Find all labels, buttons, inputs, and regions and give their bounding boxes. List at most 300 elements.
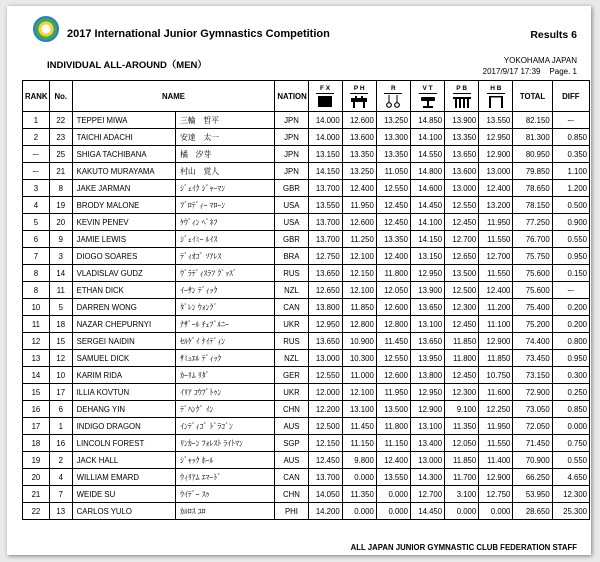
- rank-cell: 18: [23, 435, 50, 452]
- nation-cell: BRA: [275, 248, 308, 265]
- no-cell: 11: [49, 282, 72, 299]
- high-bar-icon: [486, 95, 506, 108]
- fx-score: 12.450: [308, 452, 342, 469]
- ph-score: 9.800: [342, 452, 376, 469]
- fx-score: 12.150: [308, 435, 342, 452]
- no-cell: 12: [49, 350, 72, 367]
- r-score: 11.050: [376, 163, 410, 180]
- r-score: 13.300: [376, 129, 410, 146]
- rank-cell: ー: [23, 146, 50, 163]
- pb-score: 9.100: [445, 401, 479, 418]
- japanese-name-cell: ｼﾞｪｲｸ ｼﾞｬｰﾏﾝ: [176, 180, 275, 197]
- ph-score: 13.250: [342, 163, 376, 180]
- pb-score: 12.700: [445, 231, 479, 248]
- col-name: NAME: [72, 81, 275, 112]
- pb-score: 13.500: [445, 265, 479, 282]
- no-cell: 3: [49, 248, 72, 265]
- fx-score: 14.000: [308, 112, 342, 129]
- vt-score: 14.450: [410, 197, 444, 214]
- federation-logo: [33, 16, 59, 42]
- rank-cell: 15: [23, 384, 50, 401]
- pb-score: 13.350: [445, 129, 479, 146]
- diff-cell: 1.200: [552, 180, 589, 197]
- vt-score: 13.950: [410, 350, 444, 367]
- vt-score: 14.600: [410, 180, 444, 197]
- diff-cell: 0.000: [552, 418, 589, 435]
- page-number: Page. 1: [549, 67, 577, 76]
- no-cell: 8: [49, 180, 72, 197]
- vt-score: 14.800: [410, 163, 444, 180]
- ph-score: 12.150: [342, 265, 376, 282]
- total-score: 79.850: [513, 163, 552, 180]
- rank-cell: 17: [23, 418, 50, 435]
- diff-cell: 0.850: [552, 129, 589, 146]
- ph-score: 12.600: [342, 112, 376, 129]
- japanese-name-cell: 村山 覚人: [176, 163, 275, 180]
- pb-score: 11.850: [445, 333, 479, 350]
- vt-score: 14.100: [410, 214, 444, 231]
- col-fx: [308, 81, 342, 112]
- rank-cell: 13: [23, 350, 50, 367]
- r-score: 0.000: [376, 503, 410, 520]
- diff-cell: 0.550: [552, 452, 589, 469]
- pb-score: 13.000: [445, 180, 479, 197]
- rank-cell: 5: [23, 214, 50, 231]
- vt-score: 12.950: [410, 384, 444, 401]
- r-score: 13.500: [376, 401, 410, 418]
- japanese-name-cell: ｼﾞｪｲﾐｰ ﾙｲｽ: [176, 231, 275, 248]
- no-cell: 7: [49, 486, 72, 503]
- name-cell: DARREN WONG: [72, 299, 175, 316]
- name-cell: KAKUTO MURAYAMA: [72, 163, 175, 180]
- r-score: 12.400: [376, 248, 410, 265]
- fx-score: 13.700: [308, 214, 342, 231]
- col-vt: [410, 81, 444, 112]
- vt-score: 14.300: [410, 469, 444, 486]
- hb-score: 12.750: [479, 486, 513, 503]
- table-row: [23, 231, 590, 248]
- diff-cell: 0.200: [552, 316, 589, 333]
- ph-score: 10.900: [342, 333, 376, 350]
- pb-score: 12.450: [445, 214, 479, 231]
- total-score: 75.750: [513, 248, 552, 265]
- table-row: [23, 503, 590, 520]
- japanese-name-cell: ﾌﾞﾛﾃﾞｨｰ ﾏﾛｰﾝ: [176, 197, 275, 214]
- name-cell: LINCOLN FOREST: [72, 435, 175, 452]
- name-cell: INDIGO DRAGON: [72, 418, 175, 435]
- total-score: 75.600: [513, 282, 552, 299]
- ph-score: 12.400: [342, 180, 376, 197]
- col-rank: RANK: [23, 81, 50, 112]
- nation-cell: USA: [275, 214, 308, 231]
- r-score: 11.800: [376, 418, 410, 435]
- rank-cell: 8: [23, 282, 50, 299]
- total-score: 53.950: [513, 486, 552, 503]
- hb-score: 12.700: [479, 248, 513, 265]
- total-score: 77.250: [513, 214, 552, 231]
- vt-score: 14.450: [410, 503, 444, 520]
- japanese-name-cell: ｻﾐｭｴﾙ ﾃﾞｨｯｸ: [176, 350, 275, 367]
- no-cell: 15: [49, 333, 72, 350]
- r-score: 12.600: [376, 299, 410, 316]
- ph-score: 0.000: [342, 503, 376, 520]
- r-score: 11.150: [376, 435, 410, 452]
- fx-score: 14.200: [308, 503, 342, 520]
- rings-icon: [383, 95, 403, 108]
- name-cell: JACK HALL: [72, 452, 175, 469]
- results-sheet: [7, 6, 591, 555]
- nation-cell: RUS: [275, 265, 308, 282]
- fx-score: 13.700: [308, 231, 342, 248]
- col-nation: NATION: [275, 81, 308, 112]
- pb-score: 12.500: [445, 282, 479, 299]
- name-cell: BRODY MALONE: [72, 197, 175, 214]
- event-title: INDIVIDUAL ALL-AROUND（MEN）: [47, 60, 207, 71]
- table-row: [23, 129, 590, 146]
- pb-score: 11.850: [445, 452, 479, 469]
- japanese-name-cell: ｳｨﾘｱﾑ ｴﾏｰﾄﾞ: [176, 469, 275, 486]
- japanese-name-cell: 橘 汐芽: [176, 146, 275, 163]
- japanese-name-cell: 三輪 哲平: [176, 112, 275, 129]
- name-cell: SAMUEL DICK: [72, 350, 175, 367]
- fx-score: 12.200: [308, 401, 342, 418]
- nation-cell: CHN: [275, 401, 308, 418]
- table-row: [23, 384, 590, 401]
- diff-cell: 12.300: [552, 486, 589, 503]
- vt-score: 13.000: [410, 452, 444, 469]
- nation-cell: JPN: [275, 129, 308, 146]
- nation-cell: CAN: [275, 469, 308, 486]
- pb-score: 11.800: [445, 350, 479, 367]
- table-row: [23, 367, 590, 384]
- rank-cell: 14: [23, 367, 50, 384]
- nation-cell: AUS: [275, 452, 308, 469]
- fx-score: 14.050: [308, 486, 342, 503]
- no-cell: 19: [49, 197, 72, 214]
- name-cell: NAZAR CHEPURNYI: [72, 316, 175, 333]
- footer-credit: ALL JAPAN JUNIOR GYMNASTIC CLUB FEDERATION STAFF: [350, 543, 577, 552]
- diff-cell: 0.800: [552, 333, 589, 350]
- diff-cell: 0.850: [552, 401, 589, 418]
- name-cell: TAICHI ADACHI: [72, 129, 175, 146]
- table-row: [23, 469, 590, 486]
- nation-cell: JPN: [275, 112, 308, 129]
- r-score: 13.250: [376, 112, 410, 129]
- vt-score: 13.650: [410, 299, 444, 316]
- vt-score: 13.100: [410, 418, 444, 435]
- table-row: [23, 146, 590, 163]
- total-score: 82.150: [513, 112, 552, 129]
- japanese-name-cell: ﾀﾞﾚﾝ ｳｫﾝｸﾞ: [176, 299, 275, 316]
- table-row: [23, 418, 590, 435]
- total-score: 73.450: [513, 350, 552, 367]
- hb-score: 12.250: [479, 401, 513, 418]
- no-cell: 21: [49, 163, 72, 180]
- table-row: [23, 316, 590, 333]
- ph-score: 12.100: [342, 248, 376, 265]
- ph-score: 11.450: [342, 418, 376, 435]
- pb-score: 13.650: [445, 146, 479, 163]
- name-cell: WEIDE SU: [72, 486, 175, 503]
- parallel-bars-icon: [452, 95, 472, 108]
- r-score: 12.450: [376, 197, 410, 214]
- r-score: 13.350: [376, 231, 410, 248]
- japanese-name-cell: ｲﾘｱ ｺｳﾌﾞﾄｩﾝ: [176, 384, 275, 401]
- vt-score: 13.150: [410, 248, 444, 265]
- fx-score: 13.800: [308, 299, 342, 316]
- diff-cell: 0.300: [552, 367, 589, 384]
- results-table: [22, 80, 590, 520]
- col-diff: DIFF: [552, 81, 589, 112]
- name-cell: TEPPEI MIWA: [72, 112, 175, 129]
- pb-score: 11.350: [445, 418, 479, 435]
- ph-score: 13.600: [342, 129, 376, 146]
- ph-score: 11.850: [342, 299, 376, 316]
- no-cell: 18: [49, 316, 72, 333]
- nation-cell: USA: [275, 197, 308, 214]
- vt-score: 14.550: [410, 146, 444, 163]
- ph-score: 11.150: [342, 435, 376, 452]
- japanese-name-cell: ﾃﾞｨｵｺﾞ ｿｱﾚｽ: [176, 248, 275, 265]
- no-cell: 14: [49, 265, 72, 282]
- no-cell: 22: [49, 112, 72, 129]
- diff-cell: 0.900: [552, 214, 589, 231]
- vt-score: 13.100: [410, 316, 444, 333]
- results-number: Results 6: [530, 29, 577, 41]
- ph-score: 12.800: [342, 316, 376, 333]
- no-cell: 13: [49, 503, 72, 520]
- table-row: [23, 163, 590, 180]
- r-score: 12.600: [376, 367, 410, 384]
- nation-cell: UKR: [275, 384, 308, 401]
- diff-cell: 0.750: [552, 435, 589, 452]
- fx-score: 13.550: [308, 197, 342, 214]
- japanese-name-cell: ﾃﾞﾊﾝｸﾞ ｲﾝ: [176, 401, 275, 418]
- nation-cell: GBR: [275, 231, 308, 248]
- total-score: 28.650: [513, 503, 552, 520]
- name-cell: VLADISLAV GUDZ: [72, 265, 175, 282]
- col-hb: [479, 81, 513, 112]
- hb-score: 12.950: [479, 129, 513, 146]
- total-score: 71.450: [513, 435, 552, 452]
- vt-score: 14.100: [410, 129, 444, 146]
- diff-cell: 1.100: [552, 163, 589, 180]
- hb-score: 11.850: [479, 350, 513, 367]
- pb-score: 12.450: [445, 316, 479, 333]
- hb-score: 11.100: [479, 316, 513, 333]
- diff-cell: 0.550: [552, 231, 589, 248]
- fx-score: 13.700: [308, 469, 342, 486]
- nation-cell: AUS: [275, 418, 308, 435]
- no-cell: 1: [49, 418, 72, 435]
- hb-score: 13.000: [479, 163, 513, 180]
- japanese-name-cell: ｾﾙｹﾞｲ ﾅｲﾃﾞｨﾝ: [176, 333, 275, 350]
- r-score: 12.400: [376, 452, 410, 469]
- fx-score: 13.650: [308, 333, 342, 350]
- hb-score: 11.550: [479, 231, 513, 248]
- fx-score: 13.650: [308, 265, 342, 282]
- hb-label: H B: [487, 85, 505, 94]
- hb-score: 10.750: [479, 367, 513, 384]
- ph-score: 11.350: [342, 486, 376, 503]
- japanese-name-cell: ﾘﾝｶｰﾝ ﾌｫﾚｽﾄ ﾗｲﾄﾏﾝ: [176, 435, 275, 452]
- name-cell: JAMIE LEWIS: [72, 231, 175, 248]
- total-score: 80.950: [513, 146, 552, 163]
- pb-score: 12.300: [445, 299, 479, 316]
- hb-score: 11.550: [479, 435, 513, 452]
- name-cell: CARLOS YULO: [72, 503, 175, 520]
- table-row: [23, 299, 590, 316]
- table-row: [23, 401, 590, 418]
- name-cell: ILLIA KOVTUN: [72, 384, 175, 401]
- nation-cell: CHN: [275, 486, 308, 503]
- diff-cell: 0.950: [552, 350, 589, 367]
- vt-score: 14.850: [410, 112, 444, 129]
- diff-cell: 25.300: [552, 503, 589, 520]
- table-row: [23, 180, 590, 197]
- pb-score: 3.100: [445, 486, 479, 503]
- total-score: 78.150: [513, 197, 552, 214]
- name-cell: JAKE JARMAN: [72, 180, 175, 197]
- diff-cell: 0.500: [552, 197, 589, 214]
- name-cell: KARIM RIDA: [72, 367, 175, 384]
- diff-cell: ー: [552, 282, 589, 299]
- fx-score: 12.000: [308, 384, 342, 401]
- pb-score: 13.600: [445, 163, 479, 180]
- diff-cell: 0.250: [552, 384, 589, 401]
- col-ph: [342, 81, 376, 112]
- japanese-name-cell: ｳｲﾃﾞｰ ｽｩ: [176, 486, 275, 503]
- rank-cell: 6: [23, 231, 50, 248]
- table-row: [23, 265, 590, 282]
- vt-score: 13.900: [410, 282, 444, 299]
- hb-score: 12.900: [479, 146, 513, 163]
- r-label: R: [384, 85, 402, 94]
- vt-label: V T: [419, 85, 437, 94]
- hb-score: 11.600: [479, 384, 513, 401]
- japanese-name-cell: 安達 太一: [176, 129, 275, 146]
- col-r: [376, 81, 410, 112]
- japanese-name-cell: ｳﾞﾗﾃﾞｨｽﾗﾌ ｸﾞｯｽﾞ: [176, 265, 275, 282]
- table-row: [23, 197, 590, 214]
- total-score: 73.150: [513, 367, 552, 384]
- nation-cell: PHI: [275, 503, 308, 520]
- vt-score: 13.650: [410, 333, 444, 350]
- name-cell: DIOGO SOARES: [72, 248, 175, 265]
- no-cell: 10: [49, 367, 72, 384]
- total-score: 74.400: [513, 333, 552, 350]
- ph-label: P H: [350, 85, 368, 94]
- r-score: 12.050: [376, 282, 410, 299]
- hb-score: 12.900: [479, 333, 513, 350]
- pb-score: 0.000: [445, 503, 479, 520]
- table-row: [23, 282, 590, 299]
- diff-cell: 0.950: [552, 248, 589, 265]
- fx-score: 12.950: [308, 316, 342, 333]
- rank-cell: 8: [23, 265, 50, 282]
- no-cell: 25: [49, 146, 72, 163]
- col-no: No.: [49, 81, 72, 112]
- japanese-name-cell: ﾅｻﾞｰﾙ ﾁｪﾌﾟﾙﾆｰ: [176, 316, 275, 333]
- table-row: [23, 486, 590, 503]
- name-cell: SHIGA TACHIBANA: [72, 146, 175, 163]
- no-cell: 20: [49, 214, 72, 231]
- r-score: 12.450: [376, 214, 410, 231]
- rank-cell: 10: [23, 299, 50, 316]
- r-score: 11.950: [376, 384, 410, 401]
- vt-score: 13.400: [410, 435, 444, 452]
- diff-cell: ー: [552, 112, 589, 129]
- fx-score: 14.000: [308, 129, 342, 146]
- r-score: 0.000: [376, 486, 410, 503]
- name-cell: ETHAN DICK: [72, 282, 175, 299]
- table-header: [23, 81, 590, 112]
- page-title: 2017 International Junior Gymnastics Competition: [67, 28, 330, 40]
- r-score: 13.350: [376, 146, 410, 163]
- nation-cell: RUS: [275, 333, 308, 350]
- ph-score: 11.950: [342, 197, 376, 214]
- pommel-horse-icon: [349, 95, 369, 108]
- vt-score: 12.900: [410, 401, 444, 418]
- total-score: 72.050: [513, 418, 552, 435]
- nation-cell: JPN: [275, 146, 308, 163]
- total-score: 76.700: [513, 231, 552, 248]
- rank-cell: 16: [23, 401, 50, 418]
- name-cell: SERGEI NAIDIN: [72, 333, 175, 350]
- name-cell: WILLIAM EMARD: [72, 469, 175, 486]
- rank-cell: 3: [23, 180, 50, 197]
- rank-cell: 12: [23, 333, 50, 350]
- hb-score: 11.200: [479, 299, 513, 316]
- ph-score: 0.000: [342, 469, 376, 486]
- pb-score: 13.900: [445, 112, 479, 129]
- fx-score: 12.550: [308, 367, 342, 384]
- fx-label: F X: [316, 85, 334, 94]
- pb-score: 12.550: [445, 197, 479, 214]
- name-cell: DEHANG YIN: [72, 401, 175, 418]
- floor-icon: [315, 95, 335, 108]
- fx-score: 12.750: [308, 248, 342, 265]
- vt-score: 12.700: [410, 486, 444, 503]
- nation-cell: NZL: [275, 350, 308, 367]
- rank-cell: 20: [23, 469, 50, 486]
- diff-cell: 0.350: [552, 146, 589, 163]
- ph-score: 12.100: [342, 282, 376, 299]
- ph-score: 11.000: [342, 367, 376, 384]
- total-score: 75.200: [513, 316, 552, 333]
- fx-score: 12.650: [308, 282, 342, 299]
- hb-score: 13.550: [479, 112, 513, 129]
- diff-cell: 0.200: [552, 299, 589, 316]
- ph-score: 10.300: [342, 350, 376, 367]
- no-cell: 17: [49, 384, 72, 401]
- ph-score: 12.100: [342, 384, 376, 401]
- fx-score: 13.150: [308, 146, 342, 163]
- rank-cell: 22: [23, 503, 50, 520]
- r-score: 12.800: [376, 316, 410, 333]
- diff-cell: 4.650: [552, 469, 589, 486]
- vault-icon: [418, 95, 438, 108]
- nation-cell: GER: [275, 367, 308, 384]
- total-score: 70.900: [513, 452, 552, 469]
- fx-score: 12.500: [308, 418, 342, 435]
- no-cell: 23: [49, 129, 72, 146]
- nation-cell: NZL: [275, 282, 308, 299]
- pb-score: 12.450: [445, 367, 479, 384]
- table-row: [23, 452, 590, 469]
- table-row: [23, 435, 590, 452]
- ph-score: 11.250: [342, 231, 376, 248]
